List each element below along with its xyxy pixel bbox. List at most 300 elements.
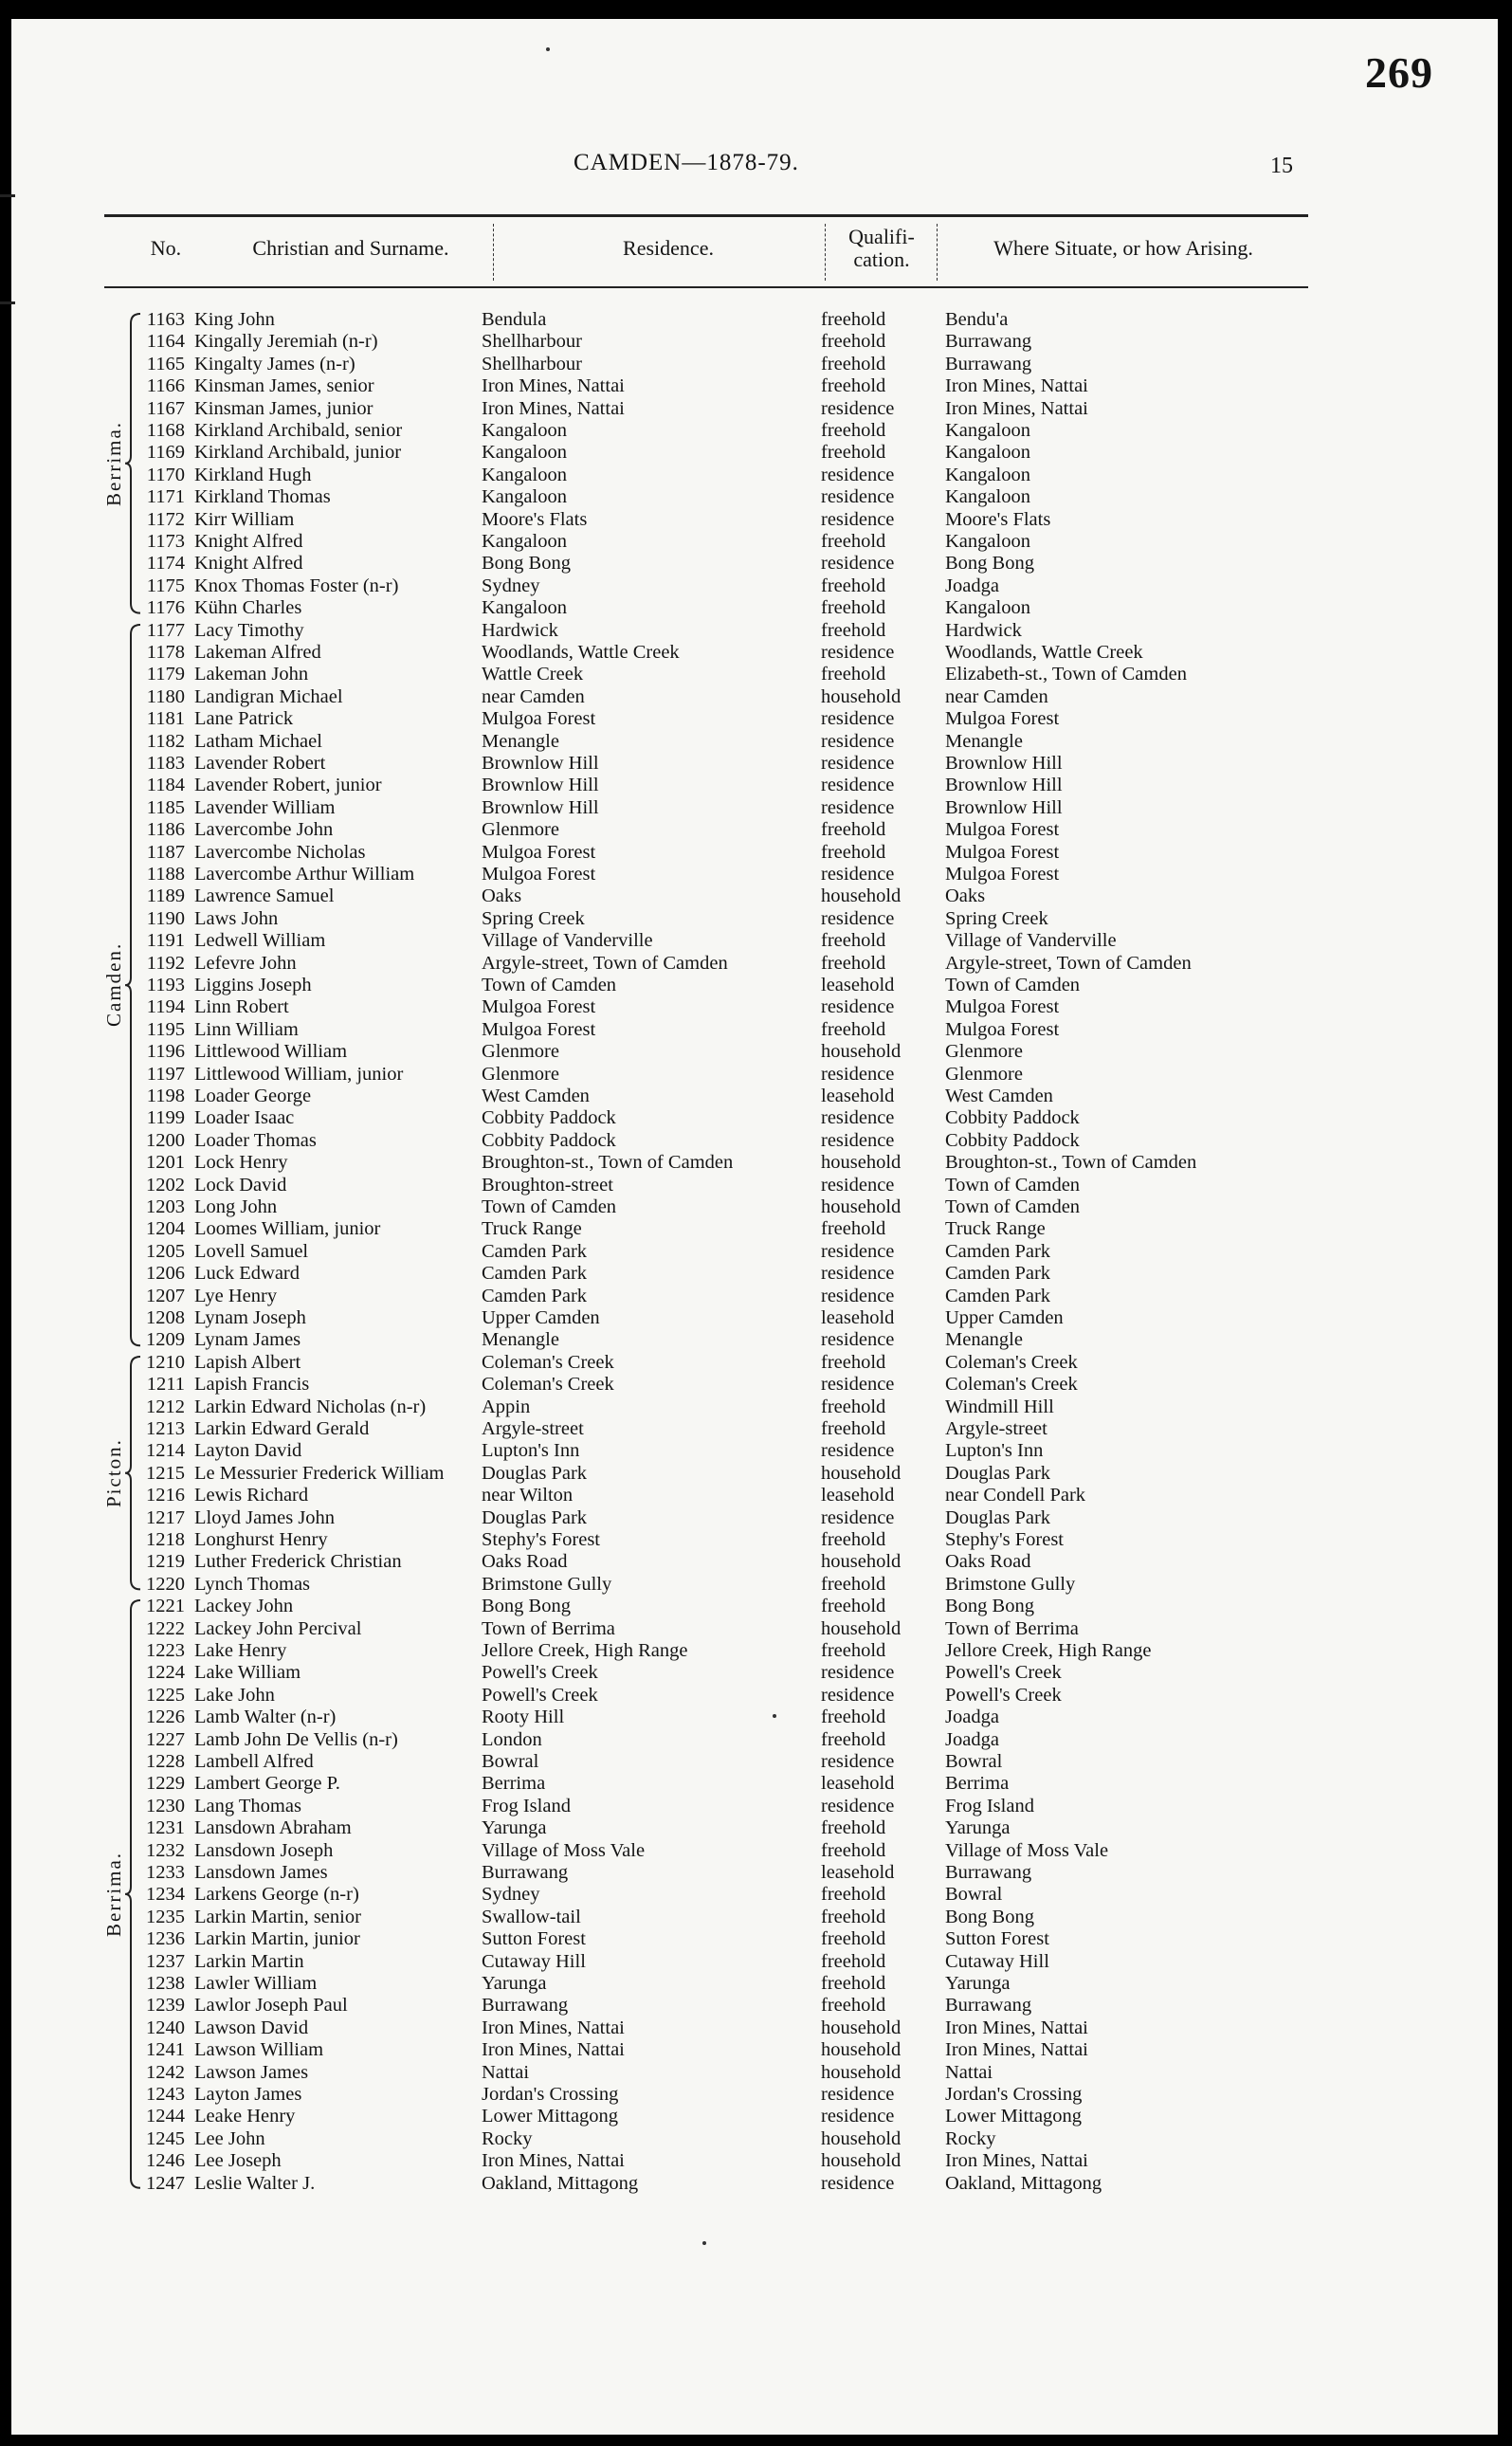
table-row — [0, 1573, 1486, 1596]
elector-number: 1178 — [146, 642, 185, 663]
elector-number: 1175 — [146, 575, 185, 596]
elector-residence: Yarunga — [482, 1817, 547, 1839]
property-location: Oaks — [945, 885, 986, 907]
elector-number: 1193 — [146, 975, 185, 995]
elector-qualification: freehold — [821, 1839, 886, 1861]
elector-residence: Powell's Creek — [482, 1684, 598, 1706]
table-row — [0, 1927, 1486, 1950]
property-location: Kangaloon — [945, 531, 1030, 552]
elector-number: 1215 — [146, 1462, 185, 1484]
table-row — [0, 1018, 1486, 1041]
district-label: Berrima. — [102, 420, 125, 506]
elector-qualification: residence — [821, 1263, 895, 1285]
elector-number: 1218 — [146, 1529, 185, 1550]
elector-name: Lambell Alfred — [194, 1751, 314, 1772]
property-location: Bowral — [945, 1884, 1003, 1906]
elector-qualification: leasehold — [821, 1307, 895, 1328]
elector-name: Lamb John De Vellis (n-r) — [194, 1728, 398, 1750]
elector-residence: Mulgoa Forest — [482, 996, 596, 1018]
property-location: Jellore Creek, High Range — [945, 1640, 1152, 1661]
elector-residence: Broughton-st., Town of Camden — [482, 1152, 734, 1174]
table-row — [0, 1063, 1486, 1086]
elector-qualification: freehold — [821, 1995, 886, 2017]
elector-number: 1163 — [146, 309, 185, 330]
elector-residence: Shellharbour — [482, 331, 582, 353]
table-row — [0, 374, 1486, 397]
elector-qualification: freehold — [821, 1728, 886, 1750]
table-row — [0, 441, 1486, 464]
elector-qualification: residence — [821, 796, 895, 818]
elector-residence: Wattle Creek — [482, 664, 584, 685]
elector-residence: Spring Creek — [482, 907, 585, 929]
elector-name: Linn Robert — [194, 996, 289, 1018]
table-row — [0, 2149, 1486, 2172]
table-row — [0, 995, 1486, 1018]
table-row — [0, 1795, 1486, 1817]
elector-qualification: residence — [821, 1174, 895, 1196]
property-location: Yarunga — [945, 1817, 1011, 1839]
elector-number: 1170 — [146, 464, 185, 485]
property-location: Oaks Road — [945, 1551, 1031, 1573]
elector-number: 1208 — [146, 1307, 185, 1328]
elector-qualification: freehold — [821, 597, 886, 619]
property-location: Glenmore — [945, 1041, 1023, 1063]
district-brace — [123, 312, 144, 615]
elector-qualification: residence — [821, 1374, 895, 1396]
elector-residence: Lower Mittagong — [482, 2106, 619, 2127]
property-location: Lower Mittagong — [945, 2106, 1083, 2127]
elector-name: Kinsman James, junior — [194, 397, 373, 419]
column-divider — [493, 224, 495, 281]
table-row — [0, 530, 1486, 553]
elector-number: 1237 — [146, 1950, 185, 1972]
elector-name: Lakeman Alfred — [194, 642, 321, 663]
table-row — [0, 464, 1486, 486]
table-row — [0, 641, 1486, 664]
elector-name: Lambert George P. — [194, 1773, 340, 1795]
table-row — [0, 1506, 1486, 1529]
elector-residence: Brownlow Hill — [482, 753, 599, 774]
table-row — [0, 1217, 1486, 1240]
elector-number: 1211 — [146, 1374, 185, 1396]
table-row — [0, 1750, 1486, 1773]
elector-qualification: leasehold — [821, 1485, 895, 1506]
elector-residence: Oaks — [482, 885, 522, 907]
elector-name: Longhurst Henry — [194, 1529, 328, 1550]
table-row — [0, 1639, 1486, 1662]
property-location: Camden Park — [945, 1240, 1051, 1262]
property-location: Sutton Forest — [945, 1928, 1049, 1950]
elector-qualification: freehold — [821, 819, 886, 841]
header-no: No. — [150, 236, 182, 260]
elector-qualification: freehold — [821, 331, 886, 353]
property-location: West Camden — [945, 1086, 1053, 1106]
elector-residence: Bowral — [482, 1751, 539, 1772]
table-row — [0, 1617, 1486, 1640]
table-row — [0, 730, 1486, 753]
elector-qualification: freehold — [821, 442, 886, 464]
table-row — [0, 1306, 1486, 1329]
elector-qualification: household — [821, 1196, 902, 1217]
elector-name: Lovell Samuel — [194, 1240, 309, 1262]
elector-qualification: residence — [821, 1684, 895, 1706]
table-row — [0, 863, 1486, 885]
elector-residence: Camden Park — [482, 1263, 588, 1285]
elector-residence: Shellharbour — [482, 353, 582, 374]
table-row — [0, 552, 1486, 575]
elector-number: 1180 — [146, 685, 185, 707]
elector-residence: Frog Island — [482, 1795, 571, 1816]
elector-qualification: residence — [821, 397, 895, 419]
elector-qualification: residence — [821, 1107, 895, 1129]
elector-number: 1221 — [146, 1596, 185, 1617]
elector-number: 1242 — [146, 2061, 185, 2083]
elector-qualification: residence — [821, 708, 895, 730]
elector-qualification: freehold — [821, 420, 886, 441]
elector-number: 1168 — [146, 420, 185, 441]
property-location: Burrawang — [945, 331, 1032, 353]
elector-name: Lackey John Percival — [194, 1617, 362, 1639]
table-row — [0, 841, 1486, 864]
elector-name: Lawson James — [194, 2061, 309, 2083]
elector-qualification: freehold — [821, 1396, 886, 1417]
elector-residence: Camden Park — [482, 1240, 588, 1262]
property-location: Iron Mines, Nattai — [945, 2017, 1088, 2038]
column-divider — [937, 224, 938, 281]
elector-name: Lawson William — [194, 2039, 324, 2061]
elector-residence: Iron Mines, Nattai — [482, 397, 625, 419]
elector-residence: Rocky — [482, 2127, 533, 2149]
property-location: Brownlow Hill — [945, 775, 1063, 796]
header-residence: Residence. — [623, 236, 714, 260]
elector-name: Kirkland Archibald, senior — [194, 420, 403, 441]
elector-qualification: residence — [821, 1440, 895, 1462]
elector-number: 1246 — [146, 2150, 185, 2172]
table-row — [0, 308, 1486, 331]
property-location: Truck Range — [945, 1218, 1046, 1240]
elector-number: 1173 — [146, 531, 185, 552]
elector-number: 1227 — [146, 1728, 185, 1750]
elector-qualification: household — [821, 2127, 902, 2149]
elector-name: Kirr William — [194, 508, 295, 530]
elector-name: Lock David — [194, 1174, 287, 1196]
property-location: Jordan's Crossing — [945, 2084, 1083, 2105]
elector-qualification: residence — [821, 1662, 895, 1684]
table-row — [0, 1994, 1486, 2017]
elector-qualification: household — [821, 2039, 902, 2061]
property-location: Bong Bong — [945, 553, 1034, 575]
property-location: Moore's Flats — [945, 508, 1051, 530]
property-location: near Condell Park — [945, 1485, 1086, 1506]
table-row — [0, 1484, 1486, 1506]
elector-qualification: freehold — [821, 1218, 886, 1240]
property-location: Kangaloon — [945, 420, 1030, 441]
property-location: Rocky — [945, 2127, 996, 2149]
elector-qualification: household — [821, 1617, 902, 1639]
property-location: Village of Vanderville — [945, 930, 1117, 952]
elector-qualification: residence — [821, 2106, 895, 2127]
elector-qualification: leasehold — [821, 1773, 895, 1795]
elector-name: King John — [194, 309, 275, 330]
elector-name: Lapish Francis — [194, 1374, 310, 1396]
property-location: Iron Mines, Nattai — [945, 397, 1088, 419]
table-row — [0, 774, 1486, 796]
table-row — [0, 1106, 1486, 1129]
elector-number: 1181 — [146, 708, 185, 730]
elector-number: 1234 — [146, 1884, 185, 1906]
elector-residence: Douglas Park — [482, 1462, 588, 1484]
elector-name: Lavender Robert — [194, 753, 326, 774]
elector-name: Lynch Thomas — [194, 1573, 311, 1595]
header-qualification: Qualifi- cation. — [848, 225, 915, 271]
elector-number: 1228 — [146, 1751, 185, 1772]
elector-residence: near Camden — [482, 685, 585, 707]
elector-number: 1226 — [146, 1707, 185, 1728]
table-row — [0, 1728, 1486, 1751]
table-row — [0, 1595, 1486, 1617]
property-location: Yarunga — [945, 1973, 1011, 1994]
table-row — [0, 1462, 1486, 1485]
property-location: Kangaloon — [945, 486, 1030, 508]
elector-qualification: freehold — [821, 664, 886, 685]
elector-residence: Moore's Flats — [482, 508, 588, 530]
elector-residence: Mulgoa Forest — [482, 1018, 596, 1040]
property-location: Town of Camden — [945, 975, 1081, 995]
elector-name: Lye Henry — [194, 1285, 278, 1306]
elector-residence: Kangaloon — [482, 420, 567, 441]
property-location: Powell's Creek — [945, 1684, 1062, 1706]
elector-residence: Nattai — [482, 2061, 530, 2083]
elector-qualification: residence — [821, 1129, 895, 1151]
table-row — [0, 974, 1486, 996]
elector-residence: Rooty Hill — [482, 1707, 565, 1728]
property-location: Joadga — [945, 575, 999, 596]
property-location: Brimstone Gully — [945, 1573, 1076, 1595]
elector-residence: Iron Mines, Nattai — [482, 2017, 625, 2038]
table-row — [0, 353, 1486, 375]
elector-qualification: freehold — [821, 1884, 886, 1906]
elector-name: Lavercombe Arthur William — [194, 864, 415, 885]
speck — [773, 1714, 776, 1718]
elector-residence: Kangaloon — [482, 486, 567, 508]
elector-name: Loader Thomas — [194, 1129, 317, 1151]
property-location: Camden Park — [945, 1285, 1051, 1306]
elector-name: Lee Joseph — [194, 2150, 282, 2172]
table-row — [0, 1972, 1486, 1995]
elector-residence: Kangaloon — [482, 597, 567, 619]
elector-number: 1166 — [146, 375, 185, 397]
elector-qualification: residence — [821, 864, 895, 885]
elector-residence: Cobbity Paddock — [482, 1107, 616, 1129]
elector-residence: Douglas Park — [482, 1506, 588, 1528]
elector-number: 1192 — [146, 952, 185, 974]
elector-name: Kinsman James, senior — [194, 375, 374, 397]
elector-qualification: freehold — [821, 309, 886, 330]
elector-name: Knight Alfred — [194, 553, 303, 575]
scan-border-top — [0, 0, 1512, 19]
elector-number: 1169 — [146, 442, 185, 464]
elector-number: 1203 — [146, 1196, 185, 1217]
property-location: Upper Camden — [945, 1307, 1064, 1328]
elector-name: Larkin Edward Gerald — [194, 1418, 370, 1439]
elector-number: 1243 — [146, 2084, 185, 2105]
property-location: Bowral — [945, 1751, 1003, 1772]
elector-number: 1210 — [146, 1351, 185, 1373]
elector-name: Littlewood William, junior — [194, 1063, 404, 1085]
property-location: Lupton's Inn — [945, 1440, 1044, 1462]
property-location: Menangle — [945, 1329, 1023, 1351]
elector-number: 1188 — [146, 864, 185, 885]
elector-residence: Lupton's Inn — [482, 1440, 580, 1462]
elector-qualification: residence — [821, 775, 895, 796]
property-location: Menangle — [945, 730, 1023, 752]
elector-number: 1164 — [146, 331, 185, 353]
table-row — [0, 1040, 1486, 1063]
elector-number: 1216 — [146, 1485, 185, 1506]
elector-number: 1189 — [146, 885, 185, 907]
property-location: Spring Creek — [945, 907, 1048, 929]
table-row — [0, 1839, 1486, 1862]
elector-number: 1239 — [146, 1995, 185, 2017]
elector-name: Lang Thomas — [194, 1795, 301, 1816]
speck — [546, 47, 550, 51]
elector-qualification: freehold — [821, 353, 886, 374]
table-row — [0, 2017, 1486, 2039]
elector-qualification: freehold — [821, 1640, 886, 1661]
header-rule-bottom — [104, 286, 1308, 288]
elector-number: 1225 — [146, 1684, 185, 1706]
elector-qualification: freehold — [821, 1018, 886, 1040]
elector-name: Knox Thomas Foster (n-r) — [194, 575, 399, 596]
elector-number: 1230 — [146, 1795, 185, 1816]
elector-qualification: freehold — [821, 930, 886, 952]
elector-residence: London — [482, 1728, 542, 1750]
table-row — [0, 1417, 1486, 1440]
table-row — [0, 707, 1486, 730]
elector-residence: Camden Park — [482, 1285, 588, 1306]
elector-name: Laws John — [194, 907, 279, 929]
elector-name: Loader Isaac — [194, 1107, 295, 1129]
elector-residence: Powell's Creek — [482, 1662, 598, 1684]
elector-qualification: residence — [821, 553, 895, 575]
elector-qualification: residence — [821, 464, 895, 485]
elector-qualification: residence — [821, 2172, 895, 2194]
property-location: Coleman's Creek — [945, 1374, 1078, 1396]
property-location: Hardwick — [945, 619, 1022, 641]
running-head: CAMDEN—1878-79. — [574, 150, 799, 175]
elector-number: 1245 — [146, 2127, 185, 2149]
elector-number: 1182 — [146, 730, 185, 752]
elector-number: 1194 — [146, 996, 185, 1018]
elector-name: Lefevre John — [194, 952, 297, 974]
elector-residence: Glenmore — [482, 819, 559, 841]
sheet-number: 15 — [1270, 154, 1293, 178]
district-brace — [123, 1355, 144, 1591]
elector-residence: Upper Camden — [482, 1307, 600, 1328]
elector-name: Luck Edward — [194, 1263, 300, 1285]
elector-name: Lock Henry — [194, 1152, 288, 1174]
elector-qualification: household — [821, 2061, 902, 2083]
property-location: Elizabeth-st., Town of Camden — [945, 664, 1187, 685]
elector-residence: Berrima — [482, 1773, 546, 1795]
elector-qualification: residence — [821, 1285, 895, 1306]
table-row — [0, 1151, 1486, 1174]
table-row — [0, 1373, 1486, 1396]
elector-number: 1220 — [146, 1573, 185, 1595]
table-row — [0, 929, 1486, 952]
elector-number: 1186 — [146, 819, 185, 841]
elector-name: Lynam Joseph — [194, 1307, 306, 1328]
elector-qualification: household — [821, 2150, 902, 2172]
elector-qualification: freehold — [821, 1418, 886, 1439]
property-location: Mulgoa Forest — [945, 1018, 1060, 1040]
property-location: Joadga — [945, 1728, 999, 1750]
elector-residence: Menangle — [482, 730, 559, 752]
table-row — [0, 596, 1486, 619]
elector-qualification: household — [821, 1462, 902, 1484]
table-row — [0, 885, 1486, 907]
table-row — [0, 1262, 1486, 1285]
elector-qualification: residence — [821, 1795, 895, 1816]
property-location: Oakland, Mittagong — [945, 2172, 1102, 2194]
property-location: Bendu'a — [945, 309, 1009, 330]
elector-residence: Iron Mines, Nattai — [482, 2150, 625, 2172]
elector-number: 1238 — [146, 1973, 185, 1994]
elector-number: 1196 — [146, 1041, 185, 1063]
elector-residence: Mulgoa Forest — [482, 864, 596, 885]
elector-name: Lane Patrick — [194, 708, 294, 730]
elector-qualification: household — [821, 685, 902, 707]
property-location: Brownlow Hill — [945, 796, 1063, 818]
elector-qualification: freehold — [821, 575, 886, 596]
elector-qualification: freehold — [821, 1906, 886, 1927]
property-location: Iron Mines, Nattai — [945, 2039, 1088, 2061]
elector-number: 1167 — [146, 397, 185, 419]
elector-residence: Kangaloon — [482, 442, 567, 464]
property-location: Cutaway Hill — [945, 1950, 1049, 1972]
elector-qualification: residence — [821, 1063, 895, 1085]
elector-number: 1224 — [146, 1662, 185, 1684]
elector-residence: Town of Berrima — [482, 1617, 615, 1639]
elector-number: 1171 — [146, 486, 185, 508]
table-row — [0, 2083, 1486, 2106]
elector-name: Lacy Timothy — [194, 619, 304, 641]
elector-name: Kirkland Thomas — [194, 486, 331, 508]
elector-name: Landigran Michael — [194, 685, 343, 707]
table-row — [0, 2127, 1486, 2150]
elector-qualification: freehold — [821, 531, 886, 552]
elector-residence: Kangaloon — [482, 531, 567, 552]
elector-name: Lawson David — [194, 2017, 309, 2038]
elector-number: 1191 — [146, 930, 185, 952]
elector-qualification: freehold — [821, 1707, 886, 1728]
property-location: Bong Bong — [945, 1906, 1034, 1927]
table-row — [0, 1129, 1486, 1152]
elector-residence: Sydney — [482, 1884, 540, 1906]
margin-mark — [0, 301, 15, 304]
elector-name: Lewis Richard — [194, 1485, 309, 1506]
elector-number: 1205 — [146, 1240, 185, 1262]
elector-number: 1212 — [146, 1396, 185, 1417]
elector-residence: Town of Camden — [482, 1196, 617, 1217]
table-row — [0, 2038, 1486, 2061]
elector-name: Larkin Martin, senior — [194, 1906, 361, 1927]
elector-residence: Glenmore — [482, 1041, 559, 1063]
table-row — [0, 508, 1486, 531]
table-row — [0, 1950, 1486, 1973]
elector-residence: Brimstone Gully — [482, 1573, 612, 1595]
property-location: Kangaloon — [945, 442, 1030, 464]
